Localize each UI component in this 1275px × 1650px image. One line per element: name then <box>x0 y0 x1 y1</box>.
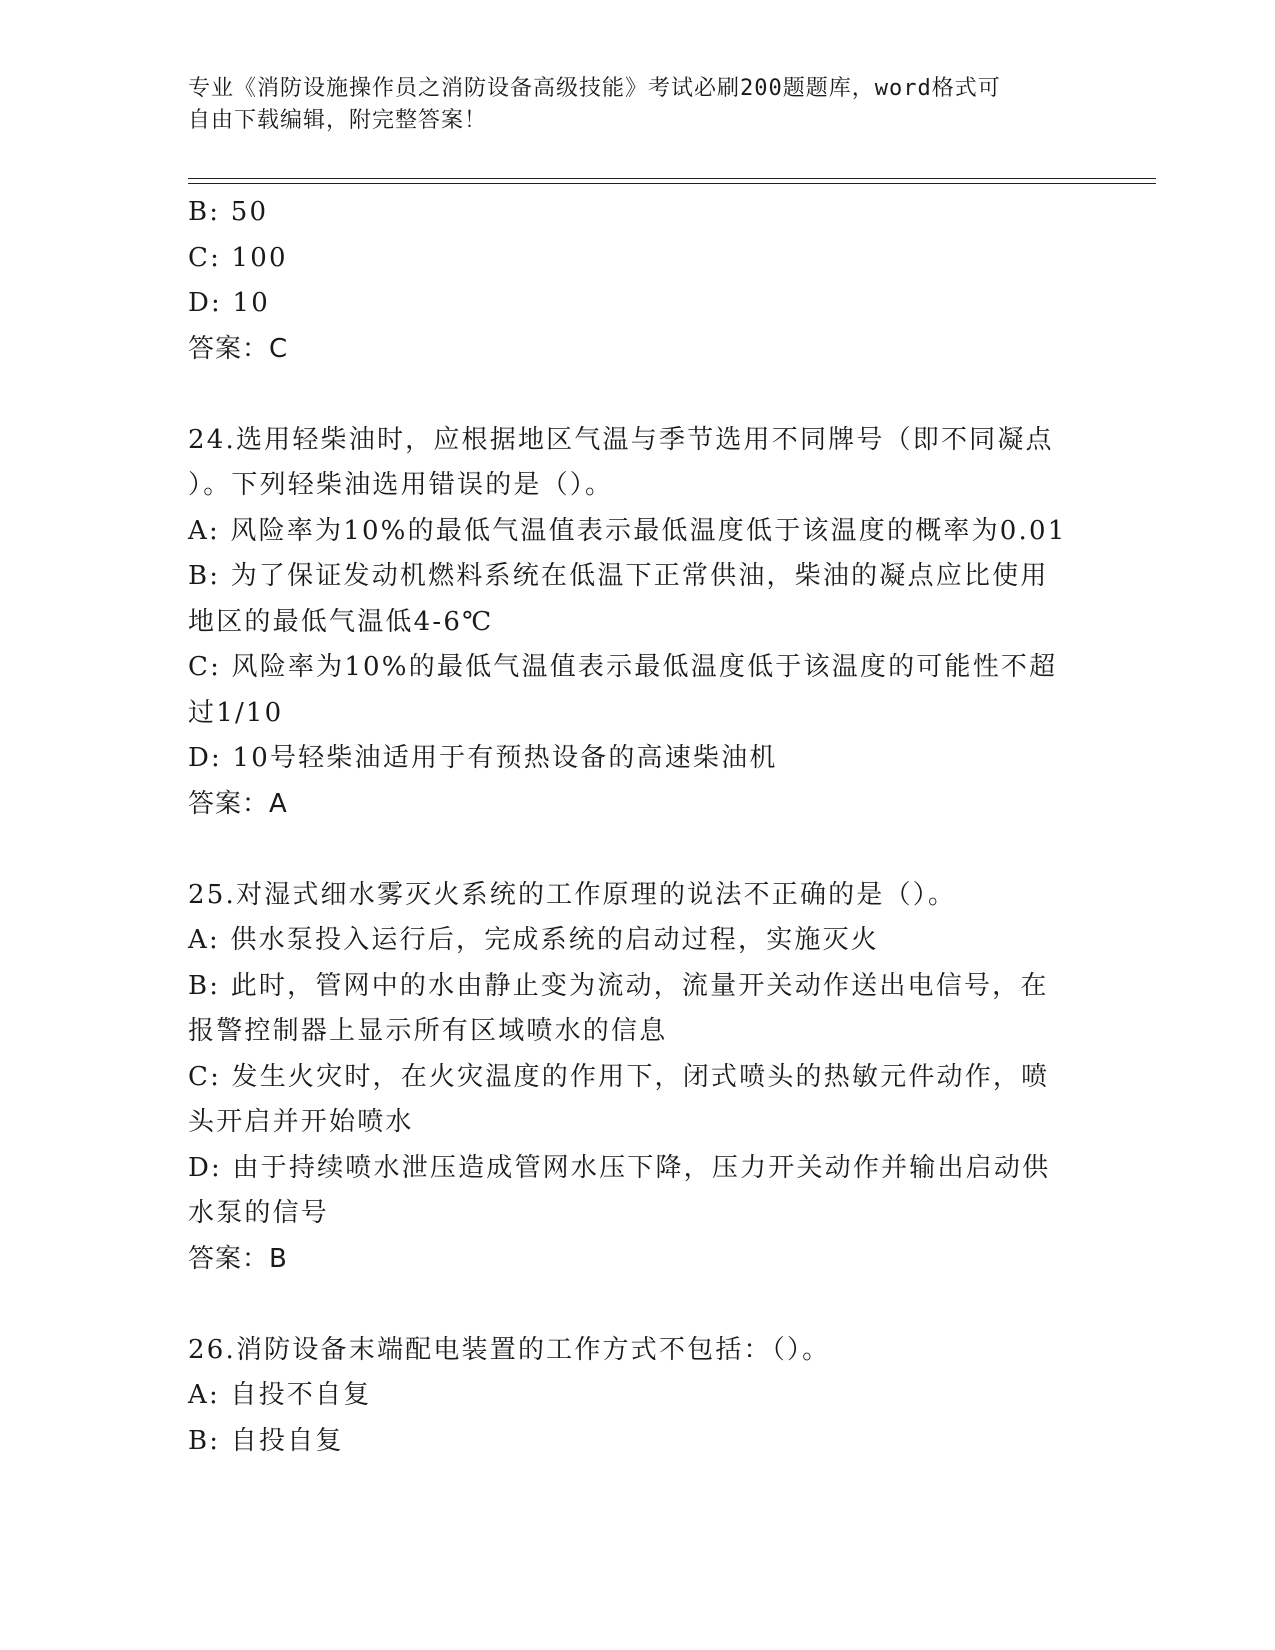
q26-stem: 26.消防设备末端配电装置的工作方式不包括：（）。 <box>188 1334 831 1365</box>
q25-stem: 25.对湿式细水雾灭火系统的工作原理的说法不正确的是（）。 <box>188 879 957 910</box>
q25-option-b-line-2: 报警控制器上显示所有区域喷水的信息 <box>188 1016 668 1046</box>
q24-option-b-line-2: 地区的最低气温低4-6℃ <box>188 606 494 637</box>
q23-option-c: C: 100 <box>188 242 288 273</box>
q25-option-d-line-1: D: 由于持续喷水泄压造成管网水压下降，压力开关动作并输出启动供 <box>188 1152 1051 1183</box>
q25-option-d-line-2: 水泵的信号 <box>188 1198 330 1228</box>
page-header <box>188 73 1088 137</box>
q25-option-b-line-1: B: 此时，管网中的水由静止变为流动，流量开关动作送出电信号，在 <box>188 970 1049 1001</box>
q23-option-b: B: 50 <box>188 197 269 227</box>
q24-option-d: D: 10号轻柴油适用于有预热设备的高速柴油机 <box>188 743 778 773</box>
q25-option-c-line-1: C: 发生火灾时，在火灾温度的作用下，闭式喷头的热敏元件动作，喷 <box>188 1061 1050 1092</box>
q23-answer: 答案：C <box>188 333 289 364</box>
spacer <box>188 372 1088 418</box>
q24-option-a: A: 风险率为10%的最低气温值表示最低温度低于该温度的概率为0.01 <box>188 515 1067 546</box>
q26-option-a: A: 自投不自复 <box>188 1380 372 1410</box>
header-divider <box>188 178 1156 184</box>
q23-option-d: D: 10 <box>188 288 270 318</box>
q26-option-b: B: 自投自复 <box>188 1425 344 1456</box>
header-line-2: 自由下载编辑，附完整答案！ <box>188 108 488 133</box>
header-line-1: 专业《消防设施操作员之消防设备高级技能》考试必刷200题题库，word格式可 <box>188 76 1001 101</box>
q25-option-c-line-2: 头开启并开始喷水 <box>188 1107 414 1137</box>
q24-stem-line-1: 24.选用轻柴油时，应根据地区气温与季节选用不同牌号（即不同凝点 <box>188 424 1054 455</box>
spacer <box>188 1282 1088 1328</box>
q25-answer: 答案：B <box>188 1243 288 1274</box>
spacer <box>188 827 1088 873</box>
q24-option-c-line-1: C: 风险率为10%的最低气温值表示最低温度低于该温度的可能性不超 <box>188 652 1058 682</box>
q24-stem-line-2: ）。下列轻柴油选用错误的是（）。 <box>188 470 614 500</box>
q24-option-c-line-2: 过1/10 <box>188 697 284 728</box>
q25-option-a: A: 供水泵投入运行后，完成系统的启动过程，实施灭火 <box>188 925 880 955</box>
question-content <box>188 190 1088 1464</box>
q24-option-b-line-1: B: 为了保证发动机燃料系统在低温下正常供油，柴油的凝点应比使用 <box>188 561 1049 591</box>
q24-answer: 答案：A <box>188 788 288 819</box>
